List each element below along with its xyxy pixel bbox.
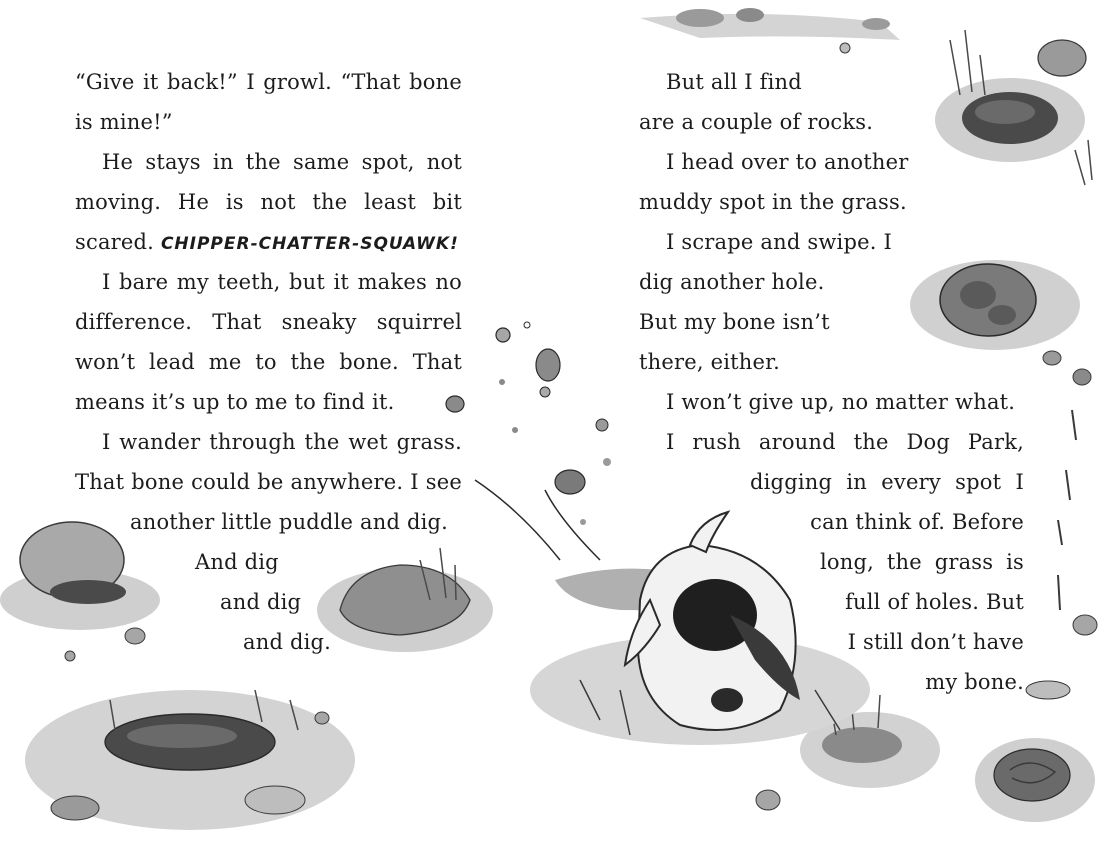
text-line: I head over to another bbox=[666, 150, 909, 174]
text-line: I still don’t have bbox=[847, 630, 1024, 654]
text-scared: scared. bbox=[75, 230, 155, 254]
text-line: muddy spot in the grass. bbox=[639, 190, 907, 214]
text-line: He stays in the same spot, not bbox=[102, 150, 462, 174]
text-line: is mine!” bbox=[75, 110, 173, 134]
text-line: and dig. bbox=[243, 630, 332, 654]
text-line: there, either. bbox=[639, 350, 780, 374]
text-line: moving. He is not the least bit bbox=[75, 190, 462, 214]
right-edge-pebbles bbox=[1026, 410, 1097, 699]
text-line: “Give it back!” I growl. “That bone bbox=[75, 70, 462, 94]
text-line: means it’s up to me to find it. bbox=[75, 390, 395, 414]
sound-effect-text: CHIPPER-CHATTER-SQUAWK! bbox=[160, 234, 459, 254]
text-line: But all I find bbox=[666, 70, 802, 94]
text-line: I scrape and swipe. I bbox=[666, 230, 892, 254]
text-line: I bare my teeth, but it makes no bbox=[102, 270, 462, 294]
text-line: But my bone isn’t bbox=[639, 310, 830, 334]
text-line: difference. That sneaky squirrel bbox=[75, 310, 462, 334]
text-line: I won’t give up, no matter what. bbox=[666, 390, 1016, 414]
text-line: won’t lead me to the bone. That bbox=[75, 350, 462, 374]
text-line: full of holes. But bbox=[845, 590, 1024, 614]
text-line: and dig bbox=[220, 590, 302, 614]
text-line: I wander through the wet grass. bbox=[102, 430, 462, 454]
text-line: I rush around the Dog Park, bbox=[666, 430, 1024, 454]
text-line: dig another hole. bbox=[639, 270, 825, 294]
flying-dirt-clods bbox=[446, 322, 611, 525]
top-dirt-strip bbox=[640, 8, 900, 53]
text-line: digging in every spot I bbox=[750, 470, 1024, 494]
hole-bottom-left bbox=[25, 690, 355, 830]
text-line: are a couple of rocks. bbox=[639, 110, 874, 134]
hole-top-right bbox=[935, 30, 1092, 185]
mound-right-middle bbox=[910, 260, 1091, 385]
bush-left bbox=[0, 522, 160, 661]
text-line bbox=[75, 222, 459, 264]
mound-left-middle bbox=[317, 548, 493, 652]
text-line: That bone could be anywhere. I see bbox=[75, 470, 462, 494]
text-line: another little puddle and dig. bbox=[130, 510, 449, 534]
text-line: can think of. Before bbox=[810, 510, 1024, 534]
text-line: And dig bbox=[195, 550, 279, 574]
text-line: my bone. bbox=[925, 670, 1024, 694]
text-line: long, the grass is bbox=[820, 550, 1024, 574]
